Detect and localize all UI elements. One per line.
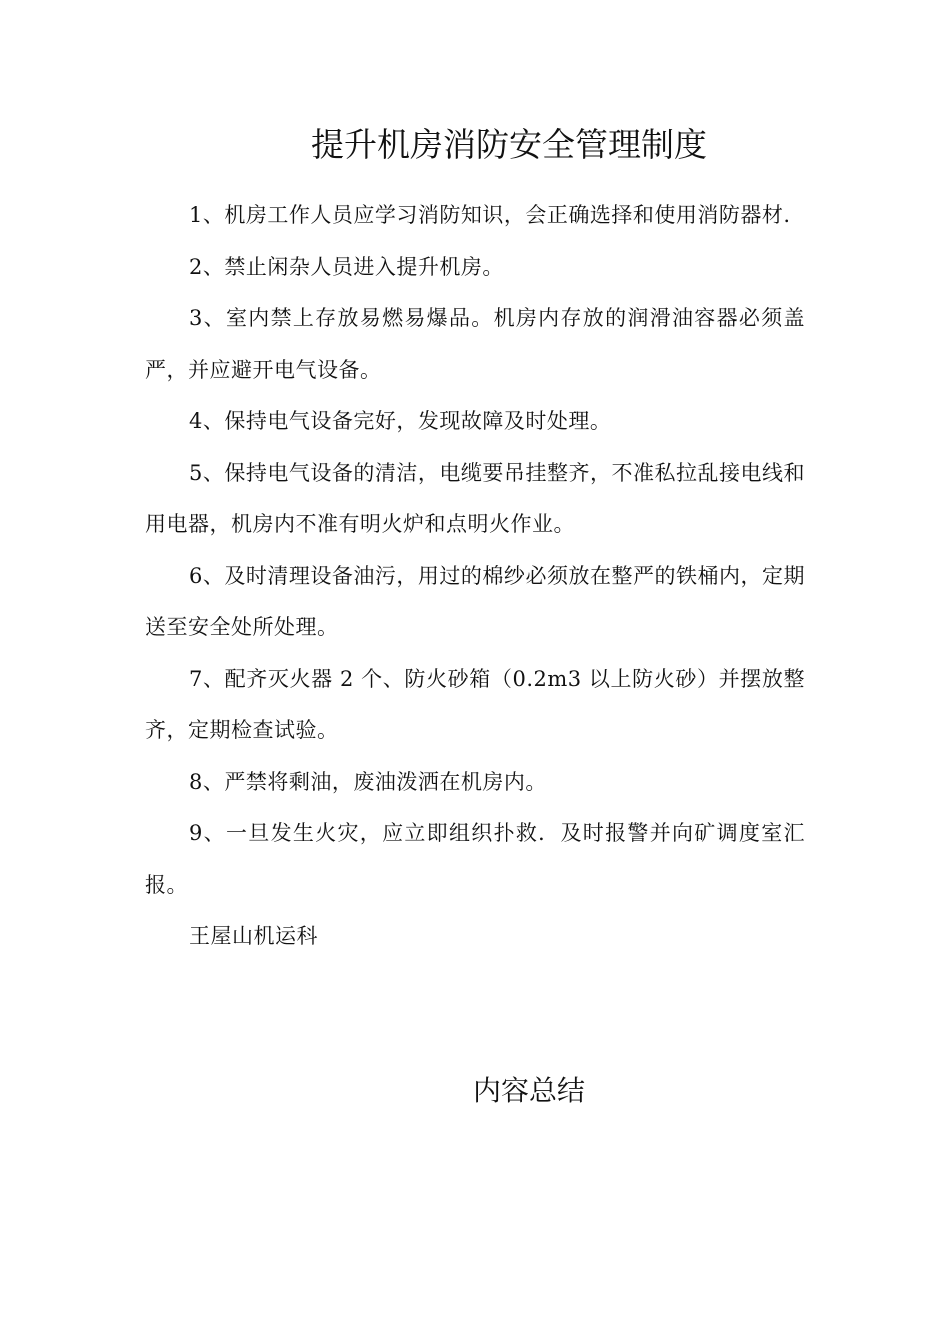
- rule-paragraph-4: 4、保持电气设备完好，发现故障及时处理。: [189, 409, 612, 433]
- rule-paragraph-5: 5、保持电气设备的清洁，电缆要吊挂整齐，不准私拉乱接电线和用电器，机房内不准有明火炉和点明火作业。: [145, 460, 805, 536]
- signature: 王屋山机运科: [189, 924, 318, 948]
- summary-heading: 内容总结: [472, 1074, 585, 1107]
- document-body: [145, 190, 805, 963]
- rule-paragraph-2: 2、禁止闲杂人员进入提升机房。: [189, 254, 504, 279]
- page-title: 提升机房消防安全管理制度: [311, 125, 707, 164]
- rule-paragraph-9: 9、一旦发生火灾，应立即组织扑救．及时报警并向矿调度室汇报。: [145, 821, 805, 897]
- rule-paragraph-6: 6、及时清理设备油污，用过的棉纱必须放在整严的铁桶内，定期送至安全处所处理。: [145, 563, 805, 639]
- rule-paragraph-1: 1、机房工作人员应学习消防知识，会正确选择和使用消防器材.: [189, 203, 791, 227]
- rule-paragraph-3: 3、室内禁上存放易燃易爆品。机房内存放的润滑油容器必须盖严，并应避开电气设备。: [145, 306, 805, 382]
- rule-paragraph-8: 8、严禁将剩油，废油泼洒在机房内。: [189, 769, 547, 794]
- rule-paragraph-7: 7、配齐灭火器 2 个、防火砂箱（0.2m3 以上防火砂）并摆放整齐，定期检查试验。: [145, 666, 805, 742]
